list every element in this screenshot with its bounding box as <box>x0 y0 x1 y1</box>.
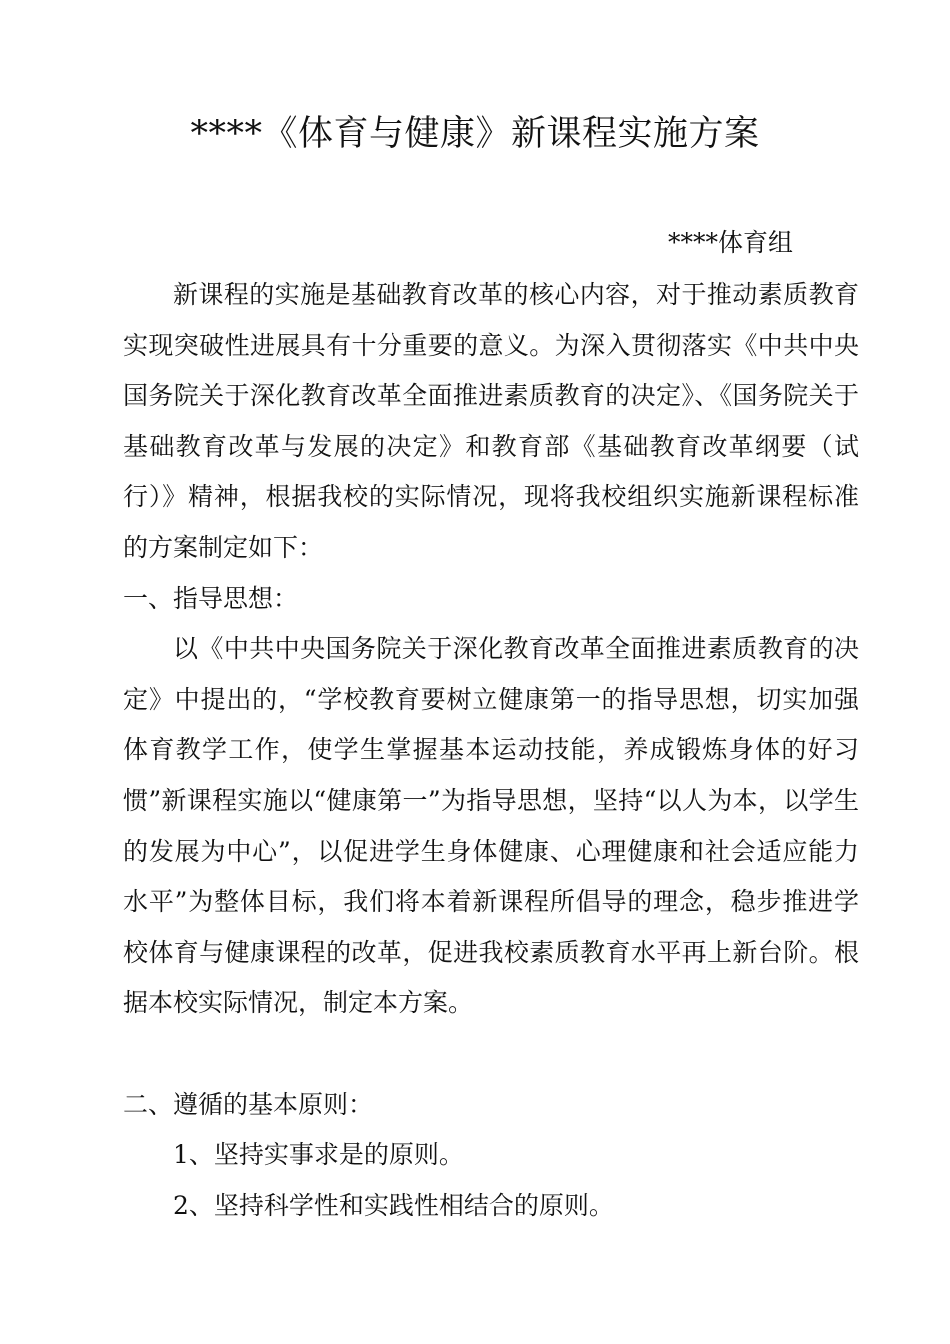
document-author: ****体育组 <box>668 228 794 257</box>
section-heading-basic-principles: 二、遵循的基本原则： <box>123 1089 374 1119</box>
blank-line <box>123 1029 859 1080</box>
document-title: ****《体育与健康》新课程实施方案 <box>190 114 760 154</box>
document-body <box>123 270 859 1231</box>
section-heading-guiding-ideology: 一、指导思想： <box>123 583 299 613</box>
principle-item: 2、坚持科学性和实践性相结合的原则。 <box>173 1190 614 1220</box>
guiding-ideology-paragraph: 以《中共中央国务院关于深化教育改革全面推进素质教育的决定》中提出的，“学校教育要树立健康第一的指导思想，切实加强体育教学工作，使学生掌握基本运动技能，养成锻炼身体的好习惯”新课程实施以“健康第一”为指导思想，坚持“以人为本，以学生的发展为中心”，以促进学生身体健康、心理健康和社会适应能力水平”为整体目标，我们将本着新课程所倡导的理念，稳步推进学校体育与健康课程的改革，促进我校素质教育水平再上新台阶。根据本校实际情况，制定本方案。 <box>123 634 859 1018</box>
principle-item: 1、坚持实事求是的原则。 <box>173 1140 464 1170</box>
intro-paragraph: 新课程的实施是基础教育改革的核心内容，对于推动素质教育实现突破性进展具有十分重要的意义。为深入贯彻落实《中共中央国务院关于深化教育改革全面推进素质教育的决定》、《国务院关于基础教育改革与发展的决定》和教育部《基础教育改革纲要（试行）》精神，根据我校的实际情况，现将我校组织实施新课程标准的方案制定如下： <box>123 280 859 562</box>
